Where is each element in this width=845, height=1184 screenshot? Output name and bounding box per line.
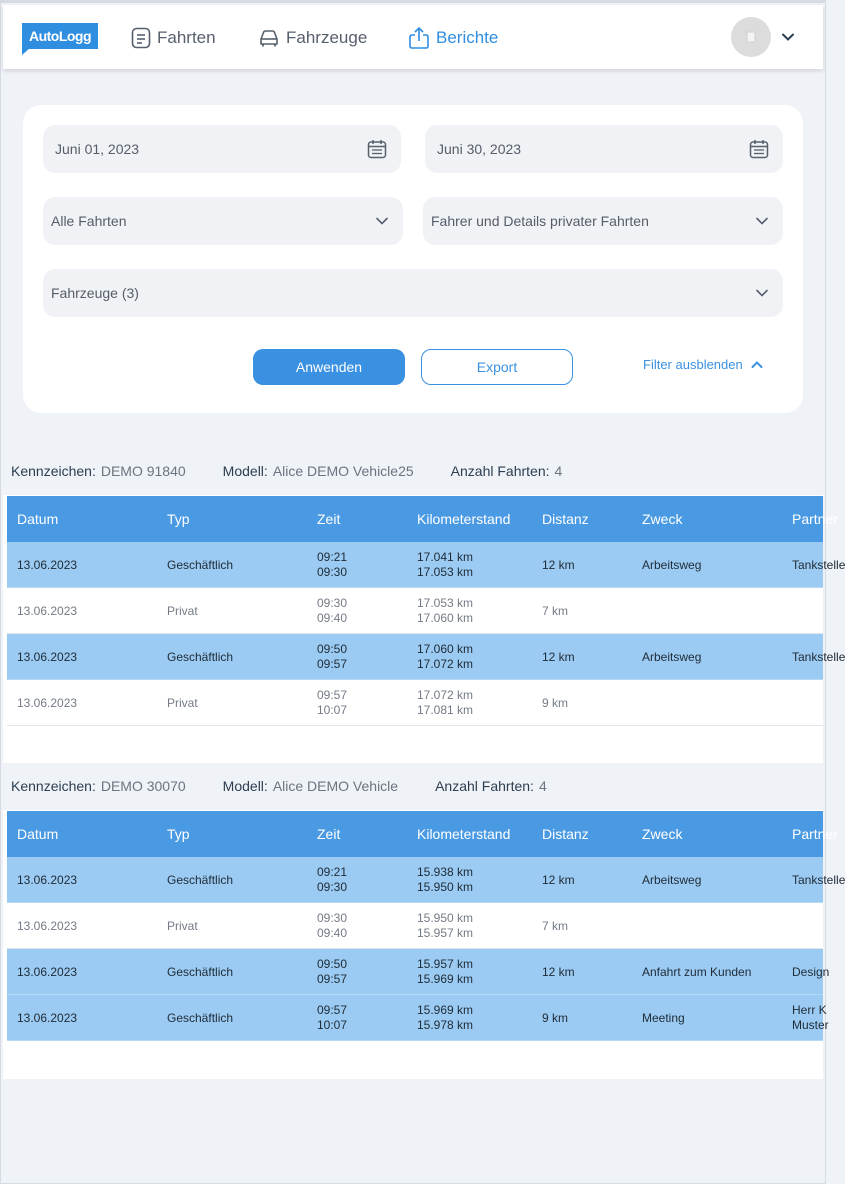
cell-distance: 12 km — [542, 650, 575, 664]
nav-label-berichte: Berichte — [436, 28, 499, 47]
table-header — [7, 496, 838, 542]
cell-distance: 9 km — [542, 1011, 569, 1025]
date-to-value: Juni 30, 2023 — [437, 141, 522, 157]
chevron-down-icon — [375, 216, 389, 226]
plate-value: DEMO 30070 — [100, 778, 186, 794]
top-nav — [3, 5, 823, 69]
cell-purpose: Anfahrt zum Kunden — [642, 965, 752, 979]
driver-details-value: Fahrer und Details privater Fahrten — [431, 213, 649, 229]
cell-purpose: Arbeitsweg — [642, 558, 702, 572]
vehicle-summary — [11, 461, 562, 481]
cell-time: 09:50 09:57 — [317, 642, 348, 671]
cell-partner: Design — [792, 965, 830, 979]
export-button[interactable]: Export — [421, 349, 573, 385]
table-row[interactable] — [7, 903, 823, 949]
calendar-icon[interactable] — [367, 139, 387, 159]
share-upload-icon — [408, 26, 430, 50]
cell-date: 13.06.2023 — [17, 919, 78, 933]
cell-odometer: 17.072 km 17.081 km — [417, 688, 474, 717]
filter-panel — [23, 105, 803, 413]
table-row[interactable] — [7, 588, 823, 634]
cell-date: 13.06.2023 — [17, 696, 78, 710]
column-header[interactable]: Typ — [167, 511, 190, 527]
cell-partner: Tankstelle — [792, 650, 845, 664]
cell-odometer: 17.041 km 17.053 km — [417, 550, 474, 579]
date-to-field[interactable] — [425, 125, 783, 173]
table-row[interactable] — [7, 995, 829, 1041]
cell-purpose: Arbeitsweg — [642, 650, 702, 664]
trip-type-select[interactable] — [43, 197, 403, 245]
cell-type: Geschäftlich — [167, 650, 234, 664]
column-header[interactable]: Zeit — [317, 511, 341, 527]
table-row[interactable] — [7, 949, 830, 995]
table-row[interactable] — [7, 542, 845, 588]
cell-odometer: 15.969 km 15.978 km — [417, 1003, 474, 1032]
chevron-down-icon[interactable] — [781, 32, 795, 42]
column-header[interactable]: Zweck — [642, 511, 683, 527]
cell-time: 09:21 09:30 — [317, 865, 348, 894]
column-header[interactable]: Zweck — [642, 826, 683, 842]
trip-count-label: Anzahl Fahrten: — [450, 463, 550, 479]
cell-type: Geschäftlich — [167, 873, 234, 887]
cell-date: 13.06.2023 — [17, 1011, 78, 1025]
vehicles-select[interactable] — [43, 269, 783, 317]
model-value: Alice DEMO Vehicle — [272, 778, 399, 794]
cell-odometer: 15.938 km 15.950 km — [417, 865, 474, 894]
cell-partner: Herr K Muster — [792, 1003, 829, 1032]
avatar[interactable] — [731, 17, 771, 57]
cell-date: 13.06.2023 — [17, 650, 78, 664]
autologg-logo[interactable] — [22, 23, 98, 55]
chevron-down-icon — [755, 216, 769, 226]
column-header[interactable]: Zeit — [317, 826, 341, 842]
cell-type: Geschäftlich — [167, 1011, 234, 1025]
cell-distance: 12 km — [542, 965, 575, 979]
plate-label: Kennzeichen: — [11, 463, 96, 479]
cell-type: Geschäftlich — [167, 558, 234, 572]
column-header[interactable]: Kilometerstand — [417, 826, 511, 842]
car-icon — [258, 28, 280, 48]
table-row[interactable] — [7, 857, 845, 903]
model-label: Modell: — [222, 463, 268, 479]
nav-label-fahrzeuge: Fahrzeuge — [286, 28, 368, 47]
calendar-icon[interactable] — [749, 139, 769, 159]
table-row[interactable] — [7, 680, 823, 726]
chevron-up-icon — [751, 360, 763, 369]
model-label: Modell: — [222, 778, 268, 794]
cell-time: 09:57 10:07 — [317, 1003, 348, 1032]
cell-partner: Tankstelle — [792, 558, 845, 572]
cell-time: 09:57 10:07 — [317, 688, 348, 717]
document-list-icon — [131, 27, 151, 49]
plate-value: DEMO 91840 — [100, 463, 186, 479]
user-menu[interactable] — [731, 17, 795, 57]
cell-type: Privat — [167, 919, 198, 933]
nav-label-fahrten: Fahrten — [157, 28, 216, 47]
cell-type: Geschäftlich — [167, 965, 234, 979]
table-header — [7, 811, 838, 857]
cell-purpose: Meeting — [642, 1011, 685, 1025]
column-header[interactable]: Datum — [17, 511, 59, 527]
hide-filter-link[interactable] — [643, 357, 763, 372]
vehicle-summary — [11, 776, 547, 796]
driver-details-select[interactable] — [423, 197, 783, 245]
trip-count-value: 4 — [554, 463, 563, 479]
model-value: Alice DEMO Vehicle25 — [272, 463, 414, 479]
cell-type: Privat — [167, 604, 198, 618]
column-header[interactable]: Kilometerstand — [417, 511, 511, 527]
vehicles-value: Fahrzeuge (3) — [51, 285, 139, 301]
cell-partner: Tankstelle — [792, 873, 845, 887]
plate-label: Kennzeichen: — [11, 778, 96, 794]
cell-date: 13.06.2023 — [17, 604, 78, 618]
column-header[interactable]: Datum — [17, 826, 59, 842]
date-from-field[interactable] — [43, 125, 401, 173]
cell-purpose: Arbeitsweg — [642, 873, 702, 887]
cell-distance: 9 km — [542, 696, 569, 710]
date-from-value: Juni 01, 2023 — [55, 141, 140, 157]
cell-time: 09:30 09:40 — [317, 911, 348, 940]
column-header[interactable]: Distanz — [542, 826, 589, 842]
cell-distance: 12 km — [542, 558, 575, 572]
cell-distance: 7 km — [542, 919, 569, 933]
nav-item-fahrzeuge[interactable] — [258, 25, 367, 51]
trip-count-label: Anzahl Fahrten: — [435, 778, 534, 794]
cell-type: Privat — [167, 696, 198, 710]
cell-odometer: 15.957 km 15.969 km — [417, 957, 474, 986]
column-header[interactable]: Typ — [167, 826, 190, 842]
column-header[interactable]: Partner — [792, 826, 838, 842]
apply-button[interactable]: Anwenden — [253, 349, 405, 385]
cell-distance: 12 km — [542, 873, 575, 887]
trip-count-value: 4 — [538, 778, 547, 794]
logo-text: AutoLogg — [22, 23, 98, 49]
cell-odometer: 15.950 km 15.957 km — [417, 911, 474, 940]
user-placeholder-icon — [745, 30, 757, 44]
cell-date: 13.06.2023 — [17, 558, 78, 572]
cell-date: 13.06.2023 — [17, 965, 78, 979]
table-row[interactable] — [7, 634, 845, 680]
column-header[interactable]: Distanz — [542, 511, 589, 527]
vehicle-section — [3, 765, 845, 1079]
cell-time: 09:50 09:57 — [317, 957, 348, 986]
column-header[interactable]: Partner — [792, 511, 838, 527]
cell-odometer: 17.053 km 17.060 km — [417, 596, 474, 625]
trip-type-value: Alle Fahrten — [51, 213, 127, 229]
cell-date: 13.06.2023 — [17, 873, 78, 887]
hide-filter-label: Filter ausblenden — [643, 357, 743, 372]
nav-item-fahrten[interactable] — [131, 25, 216, 51]
cell-distance: 7 km — [542, 604, 569, 618]
chevron-down-icon — [755, 288, 769, 298]
cell-odometer: 17.060 km 17.072 km — [417, 642, 474, 671]
vehicle-section — [3, 435, 845, 763]
cell-time: 09:30 09:40 — [317, 596, 348, 625]
nav-item-berichte[interactable] — [408, 25, 498, 51]
cell-time: 09:21 09:30 — [317, 550, 348, 579]
